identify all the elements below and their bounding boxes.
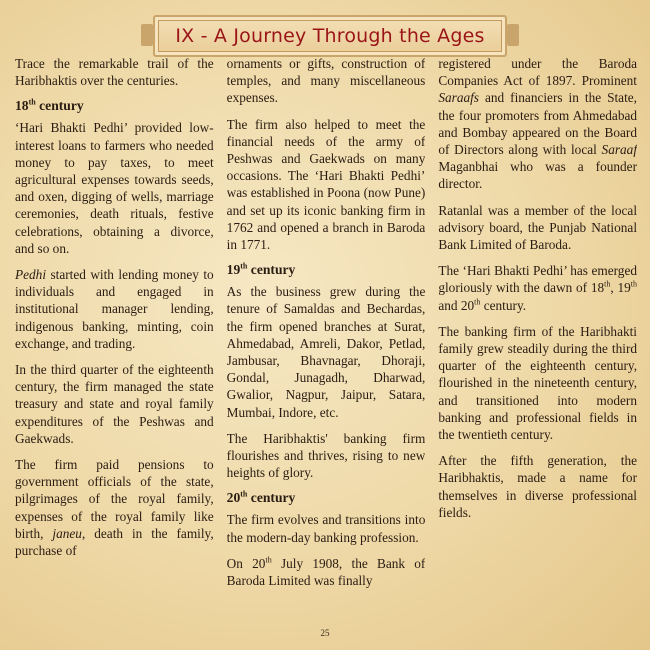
heading-20th-century: 20th century [226, 489, 296, 506]
intro-paragraph: Trace the remarkable trail of the Haribhaktis over the centuries. [15, 56, 214, 89]
paragraph-army: The firm also helped to meet the financial needs of the army of Peshwas and Gaekwads on many occasions. The ‘Hari Bhakti Pedhi’ was established in Poona (now Pune) and set up its iconic banking firm in 1762 and opened a branch in Baroda in 1771. [226, 116, 426, 253]
chapter-banner [153, 15, 507, 57]
paragraph-fifth-generation: After the fifth generation, the Haribhaktis, made a name for themselves in diverse professional fields. [438, 453, 638, 520]
column-1 [15, 55, 214, 635]
paragraph-bank-of-baroda: On 20th July 1908, the Bank of Baroda Limited was finally [226, 555, 426, 589]
paragraph-grew: The banking firm of the Haribhakti family grew steadily during the third quarter of the eighteenth century, flourished in the nineteenth century, and transitioned into modern banking and professional fields in the twentieth century. [438, 323, 638, 443]
chapter-title: IX - A Journey Through the Ages [175, 25, 485, 47]
text-columns [15, 55, 637, 635]
paragraph-dawn: The ‘Hari Bhakti Pedhi’ has emerged gloriously with the dawn of 18th, 19th and 20th century. [438, 263, 638, 313]
paragraph-glory: The Haribhaktis' banking firm flourishes and thrives, rising to new heights of glory. [226, 430, 426, 481]
paragraph-pensions: The firm paid pensions to government officials of the state, pilgrimages of the royal family, expenses of the royal family like birth, janeu, death in the family, purchase of [15, 457, 214, 559]
paragraph-branches: As the business grew during the tenure of Samaldas and Bechardas, the firm opened branches at Surat, Ahmedabad, Amreli, Dakor, Petlad, Jambusar, Bhavnagar, Dhoraji, Gondal, Junagadh, Dharwad, Gwalior, Nagpur, Jaipur, Satara, Mumbai, Indore, etc. [226, 284, 426, 420]
paragraph-loans: ‘Hari Bhakti Pedhi’ provided low-interest loans to farmers who needed money to pay taxes, to meet agricultural expenses towards seeds, and oxen, digging of wells, marriage ceremonies, death rituals, festive celebrations, obtaining a divorce, and so on. [15, 120, 214, 256]
paragraph-pedhi: Pedhi started with lending money to individuals and engaged in institutional manager lending, indigenous banking, minting, coin exchange, and trading. [15, 267, 214, 351]
paragraph-ratanlal: Ratanlal was a member of the local advisory board, the Punjab National Bank Limited of Baroda. [438, 202, 638, 253]
page-number: 25 [320, 628, 330, 638]
paragraph-modern: The firm evolves and transitions into the modern-day banking profession. [226, 512, 426, 545]
paragraph-ornaments: ornaments or gifts, construction of temples, and many miscellaneous expenses. [226, 56, 426, 106]
column-2 [227, 55, 426, 635]
paragraph-treasury: In the third quarter of the eighteenth century, the firm managed the state treasury and state and royal family expenditures of the Peshwas and Gaekwads. [15, 362, 214, 446]
heading-18th-century: 18th century [15, 97, 84, 114]
heading-19th-century: 19th century [226, 261, 296, 278]
paragraph-registered: registered under the Baroda Companies Act of 1897. Prominent Saraafs and financiers in the State, the four promoters from Ahmedabad and Bombay appeared on the Board of Directors along with local Saraaf Maganbhai who was a founder director. [438, 56, 638, 192]
column-3 [438, 55, 637, 635]
